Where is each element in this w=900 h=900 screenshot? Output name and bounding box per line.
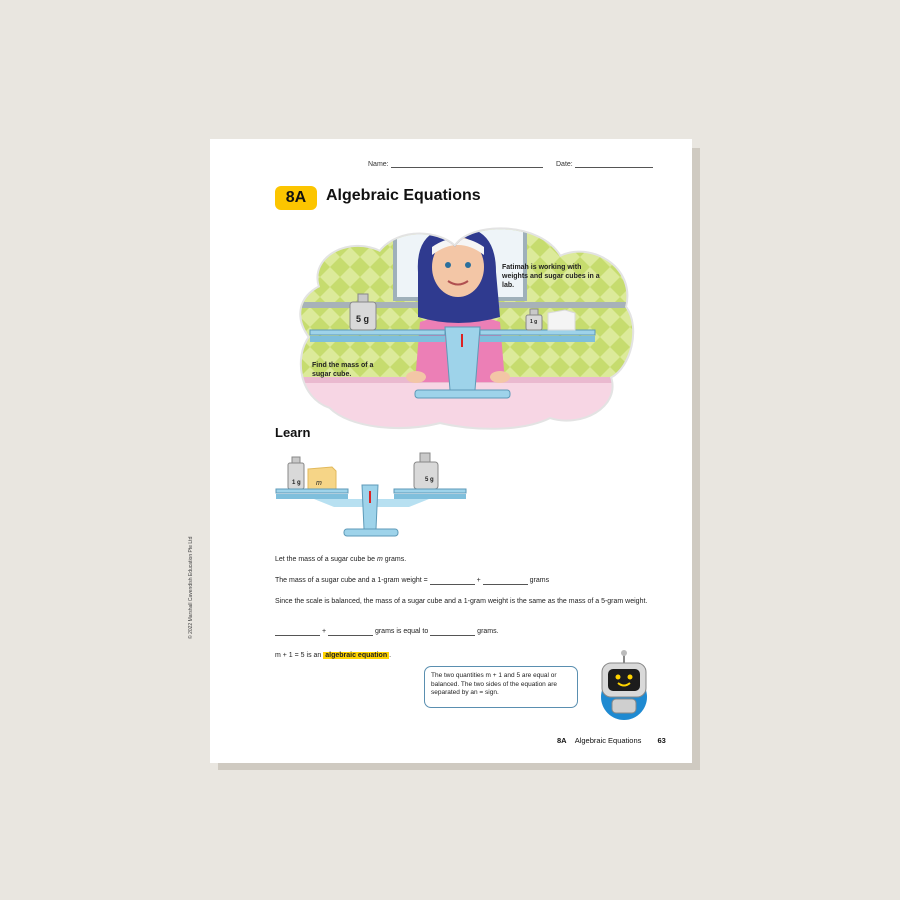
date-label: Date: [556, 161, 573, 168]
line5-post: . [389, 652, 392, 659]
intro-weight-5g-label: 5 g [356, 314, 370, 324]
robot-tip-bubble [424, 666, 578, 708]
line4-mid: grams is equal to [374, 628, 429, 635]
robot-tip-text: The two quantities m + 1 and 5 are equal or balanced. The two sides of the equation are separated by an = sign. [431, 672, 557, 696]
date-line[interactable] [575, 167, 653, 168]
intro-illustration [290, 217, 642, 429]
date-field[interactable] [556, 161, 653, 168]
learn-heading: Learn [275, 425, 311, 440]
learn-line-4 [275, 627, 499, 636]
lesson-badge: 8A [275, 186, 317, 210]
learn-line-5 [275, 651, 391, 660]
learn-line-3: Since the scale is balanced, the mass of a sugar cube and a 1-gram weight is the same as the mass of a 5-gram weight. [275, 598, 648, 605]
name-line[interactable] [391, 167, 543, 168]
line1-var: m [376, 556, 383, 563]
learn-weight-1g-label: 1 g [292, 480, 301, 486]
name-label: Name: [368, 161, 389, 168]
line1-post: grams. [382, 556, 407, 563]
learn-line-2 [275, 576, 549, 585]
learn-line-1 [275, 555, 406, 564]
learn-cube-label: m [316, 480, 322, 487]
intro-weight-1g-label: 1 g [530, 319, 538, 325]
answer-blank-4[interactable] [328, 635, 373, 636]
learn-balance-scale [274, 451, 470, 541]
lesson-title: Algebraic Equations [326, 187, 481, 204]
line4-post: grams. [477, 628, 499, 635]
page-number: 63 [657, 736, 666, 745]
line2-text: The mass of a sugar cube and a 1-gram weight = [275, 577, 430, 584]
line4-plus: + [321, 628, 327, 635]
line2-plus: + [476, 577, 481, 584]
name-field[interactable] [368, 161, 543, 168]
answer-blank-3[interactable] [275, 635, 320, 636]
line1-text: Let the mass of a sugar cube be [275, 556, 377, 563]
answer-blank-2[interactable] [483, 584, 528, 585]
line2-post: grams [529, 577, 550, 584]
copyright-text: © 2022 Marshall Cavendish Education Pte Ltd [188, 536, 194, 639]
footer [557, 736, 666, 745]
answer-blank-1[interactable] [430, 584, 475, 585]
intro-caption-right: Fatimah is working with weights and sugar cubes in a lab. [502, 264, 600, 289]
learn-weight-5g-label: 5 g [425, 477, 434, 483]
robot-icon [594, 649, 654, 721]
line5-text: m + 1 = 5 is an [275, 652, 324, 659]
worksheet-page [188, 139, 692, 763]
answer-blank-5[interactable] [430, 635, 475, 636]
footer-section: 8A [557, 736, 567, 745]
algebraic-equation-highlight: algebraic equation [325, 652, 388, 659]
intro-caption-left: Find the mass of a sugar cube. [312, 362, 374, 378]
footer-title: Algebraic Equations [574, 736, 642, 745]
